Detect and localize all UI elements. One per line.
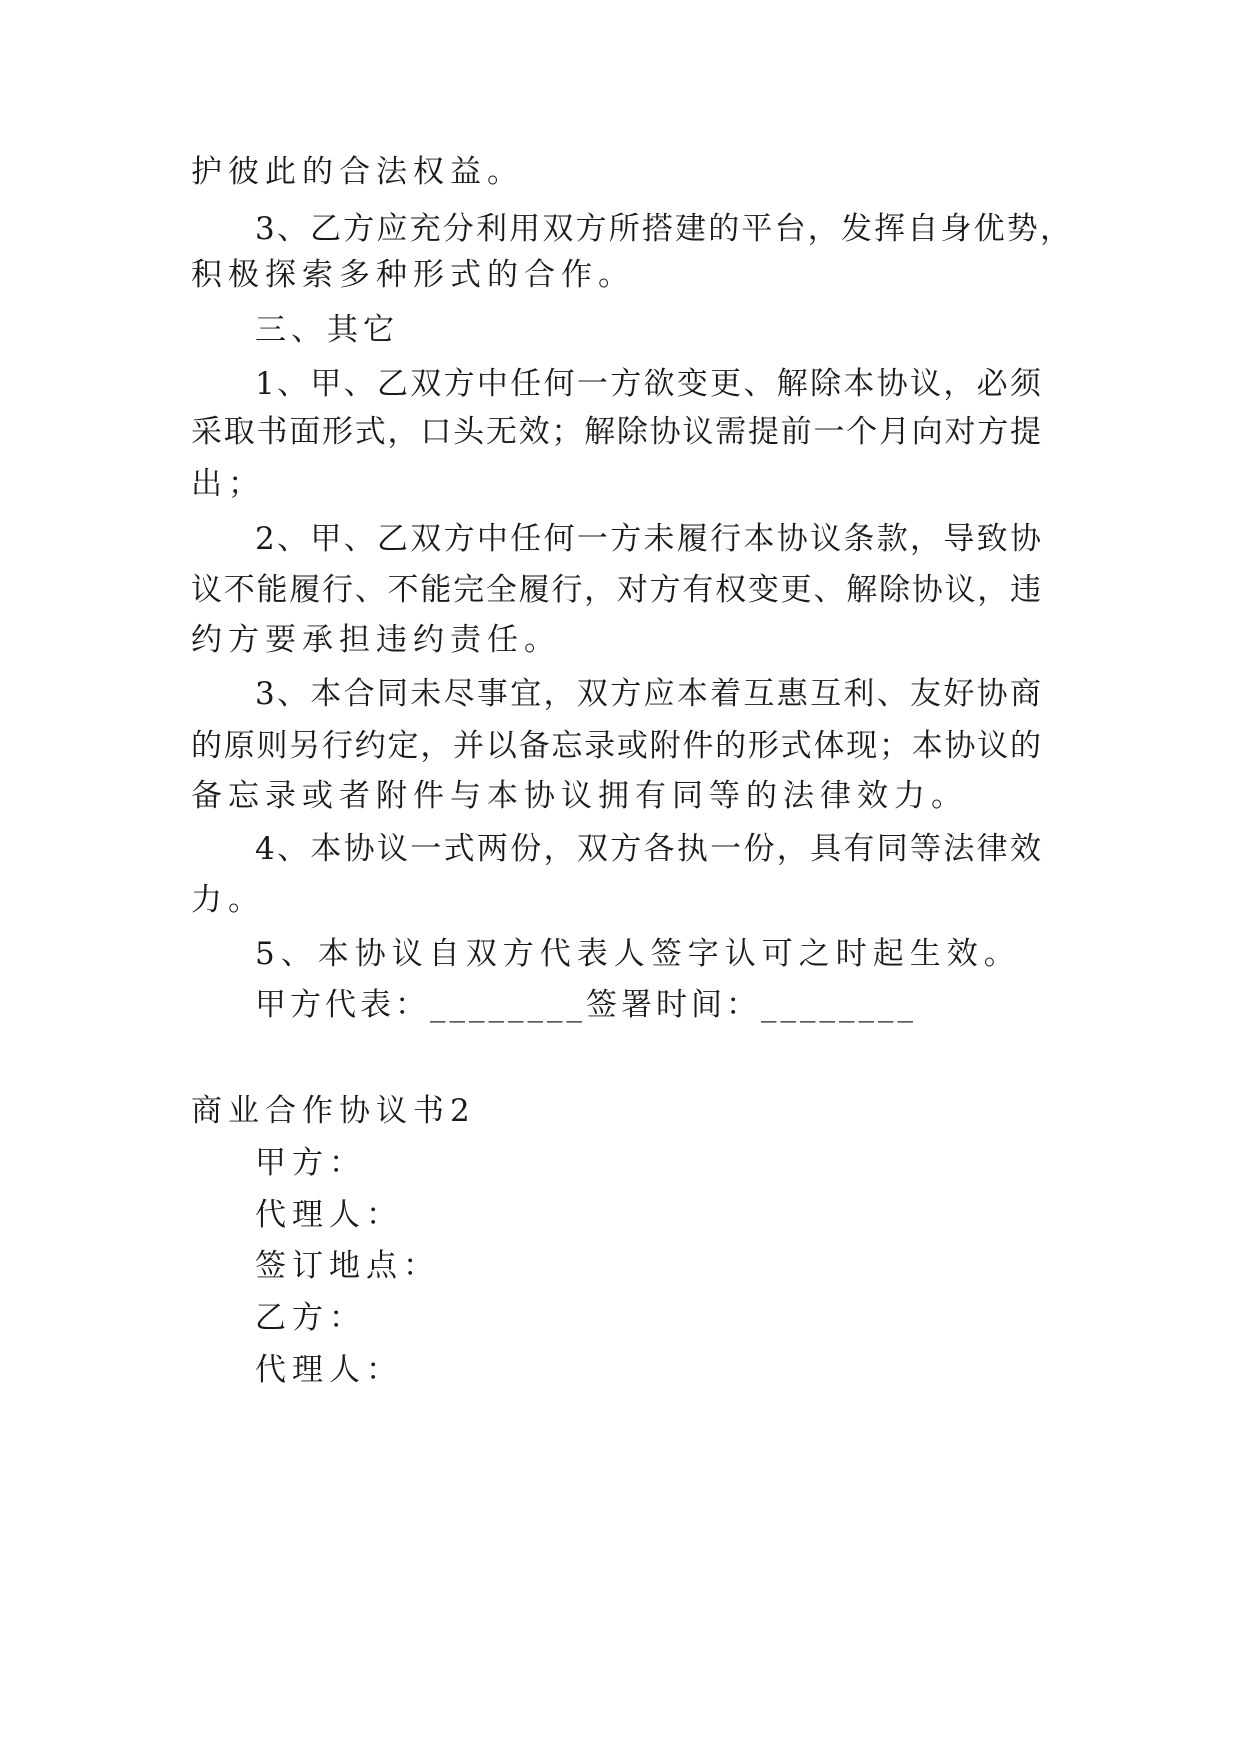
paragraph-line: 3、本合同未尽事宜，双方应本着互惠互利、友好协商 (255, 676, 1041, 712)
agent-label: 代理人： (255, 1352, 403, 1388)
paragraph-line: 备忘录或者附件与本协议拥有同等的法律效力。 (191, 778, 968, 814)
paragraph-line: 的原则另行约定，并以备忘录或附件的形式体现；本协议的 (191, 728, 1041, 764)
signing-place-label: 签订地点： (255, 1248, 440, 1284)
document-title: 商业合作协议书2 (191, 1093, 476, 1129)
paragraph-line: 4、本协议一式两份，双方各执一份，具有同等法律效 (255, 831, 1041, 867)
party-a-label: 甲方： (255, 1145, 366, 1181)
paragraph-line: 护彼此的合法权益。 (191, 154, 524, 190)
party-b-label: 乙方： (255, 1300, 366, 1336)
paragraph-line: 5、本协议自双方代表人签字认可之时起生效。 (255, 936, 1021, 972)
paragraph-line: 采取书面形式，口头无效；解除协议需提前一个月向对方提 (191, 414, 1041, 450)
paragraph-line: 议不能履行、不能完全履行，对方有权变更、解除协议，违 (191, 572, 1041, 608)
paragraph-line: 约方要承担违约责任。 (191, 622, 561, 658)
section-heading: 三、其它 (255, 312, 399, 348)
paragraph-line: 2、甲、乙双方中任何一方未履行本协议条款，导致协 (255, 521, 1041, 557)
paragraph-line: 积极探索多种形式的合作。 (191, 257, 635, 293)
paragraph-line: 1、甲、乙双方中任何一方欲变更、解除本协议，必须 (255, 366, 1041, 402)
paragraph-line: 力。 (191, 882, 265, 918)
paragraph-line: 3、乙方应充分利用双方所搭建的平台，发挥自身优势， (255, 211, 1071, 247)
agent-label: 代理人： (255, 1197, 403, 1233)
signature-line: 甲方代表：________签署时间：________ (255, 987, 917, 1023)
paragraph-line: 出； (191, 466, 265, 502)
